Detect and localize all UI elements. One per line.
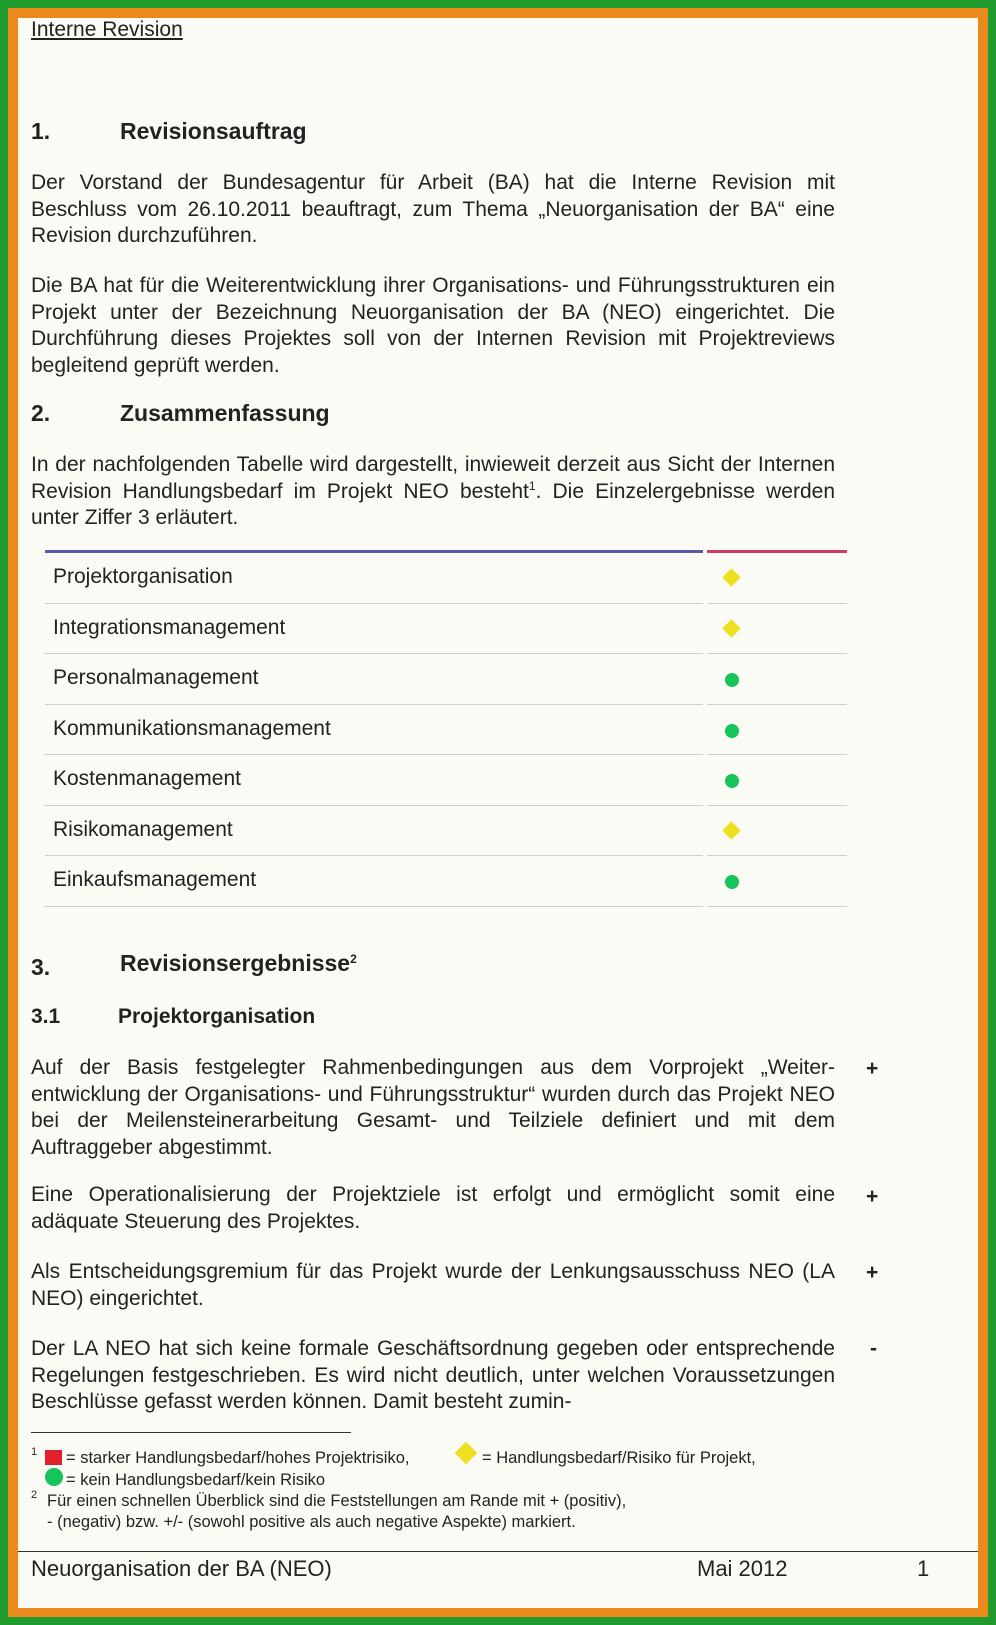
footnote-1-yellow-text: = Handlungsbedarf/Risiko für Projekt, bbox=[482, 1449, 756, 1467]
running-header: Interne Revision bbox=[31, 18, 183, 41]
status-row-label: Kommunikationsmanagement bbox=[53, 716, 331, 740]
section-2-title: Zusammenfassung bbox=[120, 400, 330, 426]
status-dot-icon bbox=[725, 673, 739, 687]
footer-date: Mai 2012 bbox=[697, 1556, 788, 1581]
row-divider bbox=[707, 855, 847, 856]
status-row-label: Einkaufsmanagement bbox=[53, 868, 257, 891]
row-divider bbox=[45, 704, 703, 705]
status-dot-icon bbox=[725, 724, 739, 738]
footnote-1-green-text: = kein Handlungsbedarf/kein Risiko bbox=[66, 1471, 326, 1489]
subsection-3-1-title: Projektorganisation bbox=[118, 1005, 316, 1028]
footnote-1-red-text: = starker Handlungsbedarf/hohes Projektrisiko, bbox=[66, 1449, 410, 1467]
row-divider bbox=[45, 906, 703, 907]
status-diamond-icon bbox=[722, 568, 740, 586]
status-row-label: Projektorganisation bbox=[53, 565, 233, 588]
footnote-1-number: 1 bbox=[31, 1446, 38, 1458]
footnote-rule bbox=[31, 1432, 351, 1433]
status-diamond-icon bbox=[722, 619, 740, 637]
section-1-paragraph-1: Der Vorstand der Bundesagentur für Arbeit (BA) hat die Interne Revision mit Beschluss vom 26.10.2011 beauftragt, zum Thema „Neuorganisation der BA“ eine Revision durchzuführen. bbox=[31, 171, 835, 247]
footer-page-number: 1 bbox=[917, 1556, 930, 1581]
section-3-title-text: Revisionsergebnisse bbox=[120, 950, 351, 976]
footnote-2-line-1: Für einen schnellen Überblick sind die Feststellungen am Rande mit + (positiv), bbox=[47, 1492, 627, 1510]
footer-rule bbox=[18, 1551, 978, 1552]
row-divider bbox=[707, 754, 847, 755]
status-dot-icon bbox=[725, 875, 739, 889]
row-divider bbox=[45, 754, 703, 755]
status-dot-icon bbox=[725, 774, 739, 788]
row-divider bbox=[707, 704, 847, 705]
table-top-rule-right bbox=[707, 550, 847, 553]
row-divider bbox=[45, 653, 703, 654]
status-row-label: Personalmanagement bbox=[53, 666, 259, 689]
yellow-diamond-icon bbox=[455, 1442, 478, 1465]
section-2-text-a: In der nachfolgenden Tabelle wird dargestellt, inwieweit derzeit aus Sicht der Internen Revision Handlungsbedarf im Projekt NEO besteht bbox=[31, 453, 835, 503]
finding-4-mark: - bbox=[870, 1337, 877, 1360]
row-divider bbox=[45, 805, 703, 806]
red-square-icon bbox=[45, 1450, 62, 1465]
row-divider bbox=[45, 603, 703, 604]
section-1-title: Revisionsauftrag bbox=[120, 118, 307, 144]
section-1-number: 1. bbox=[31, 118, 51, 144]
finding-2-mark: + bbox=[866, 1185, 879, 1208]
status-diamond-icon bbox=[722, 821, 740, 839]
document-page bbox=[18, 18, 978, 1608]
row-divider bbox=[707, 603, 847, 604]
finding-2-text: Eine Operationalisierung der Projektziele ist erfolgt und ermöglicht somit eine adäquate Steuerung des Projektes. bbox=[31, 1183, 835, 1233]
section-2-number: 2. bbox=[31, 400, 51, 426]
finding-1-text: Auf der Basis festgelegter Rahmenbedingungen aus dem Vorprojekt „Weiterentwicklung der Organisations- und Führungsstruktur“ wurden durch das Projekt NEO bei der Meilensteinerarbeitung Gesamt- und Teilziele definiert und mit dem Auftraggeber abgestimmt. bbox=[31, 1056, 835, 1159]
section-3-number: 3. bbox=[31, 954, 51, 980]
status-row-label: Kostenmanagement bbox=[53, 767, 241, 790]
section-1-paragraph-2: Die BA hat für die Weiterentwicklung ihrer Organisations- und Führungsstrukturen ein Projekt unter der Bezeichnung Neuorganisation der BA (NEO) eingerichtet. Die Durchführung dieses Projektes soll von der Internen Revision mit Projektreviews begleitend geprüft werden. bbox=[31, 274, 835, 377]
row-divider bbox=[707, 906, 847, 907]
row-divider bbox=[45, 855, 703, 856]
status-row-label: Risikomanagement bbox=[53, 817, 233, 841]
row-divider bbox=[707, 805, 847, 806]
footer-title: Neuorganisation der BA (NEO) bbox=[31, 1556, 332, 1581]
footnote-2-line-2: - (negativ) bzw. +/- (sowohl positive als auch negative Aspekte) markiert. bbox=[47, 1513, 576, 1531]
row-divider bbox=[707, 653, 847, 654]
footnote-ref-2: 2 bbox=[350, 952, 357, 966]
finding-4-text: Der LA NEO hat sich keine formale Geschäftsordnung gegeben oder entsprechende Regelungen festgeschrieben. Es wird nicht deutlich, unter welchen Voraussetzungen Beschlüsse gefasst werden können. Damit besteht zumin- bbox=[31, 1337, 835, 1413]
finding-3-text: Als Entscheidungsgremium für das Projekt wurde der Lenkungsausschuss NEO (LA NEO) eingerichtet. bbox=[31, 1260, 835, 1310]
footnote-2-number: 2 bbox=[31, 1489, 38, 1501]
finding-3-mark: + bbox=[866, 1261, 879, 1284]
table-top-rule-left bbox=[45, 550, 703, 553]
subsection-3-1-number: 3.1 bbox=[31, 1005, 61, 1028]
section-2-text-b: . Die Einzelergebnisse werden unter Ziffer 3 erläutert. bbox=[31, 479, 835, 529]
footnote-ref-1: 1 bbox=[528, 478, 536, 493]
section-3-title bbox=[120, 950, 357, 977]
green-dot-icon bbox=[45, 1468, 63, 1486]
finding-1-mark: + bbox=[866, 1057, 879, 1080]
section-2-paragraph bbox=[31, 452, 835, 532]
status-row-label: Integrationsmanagement bbox=[53, 615, 286, 639]
